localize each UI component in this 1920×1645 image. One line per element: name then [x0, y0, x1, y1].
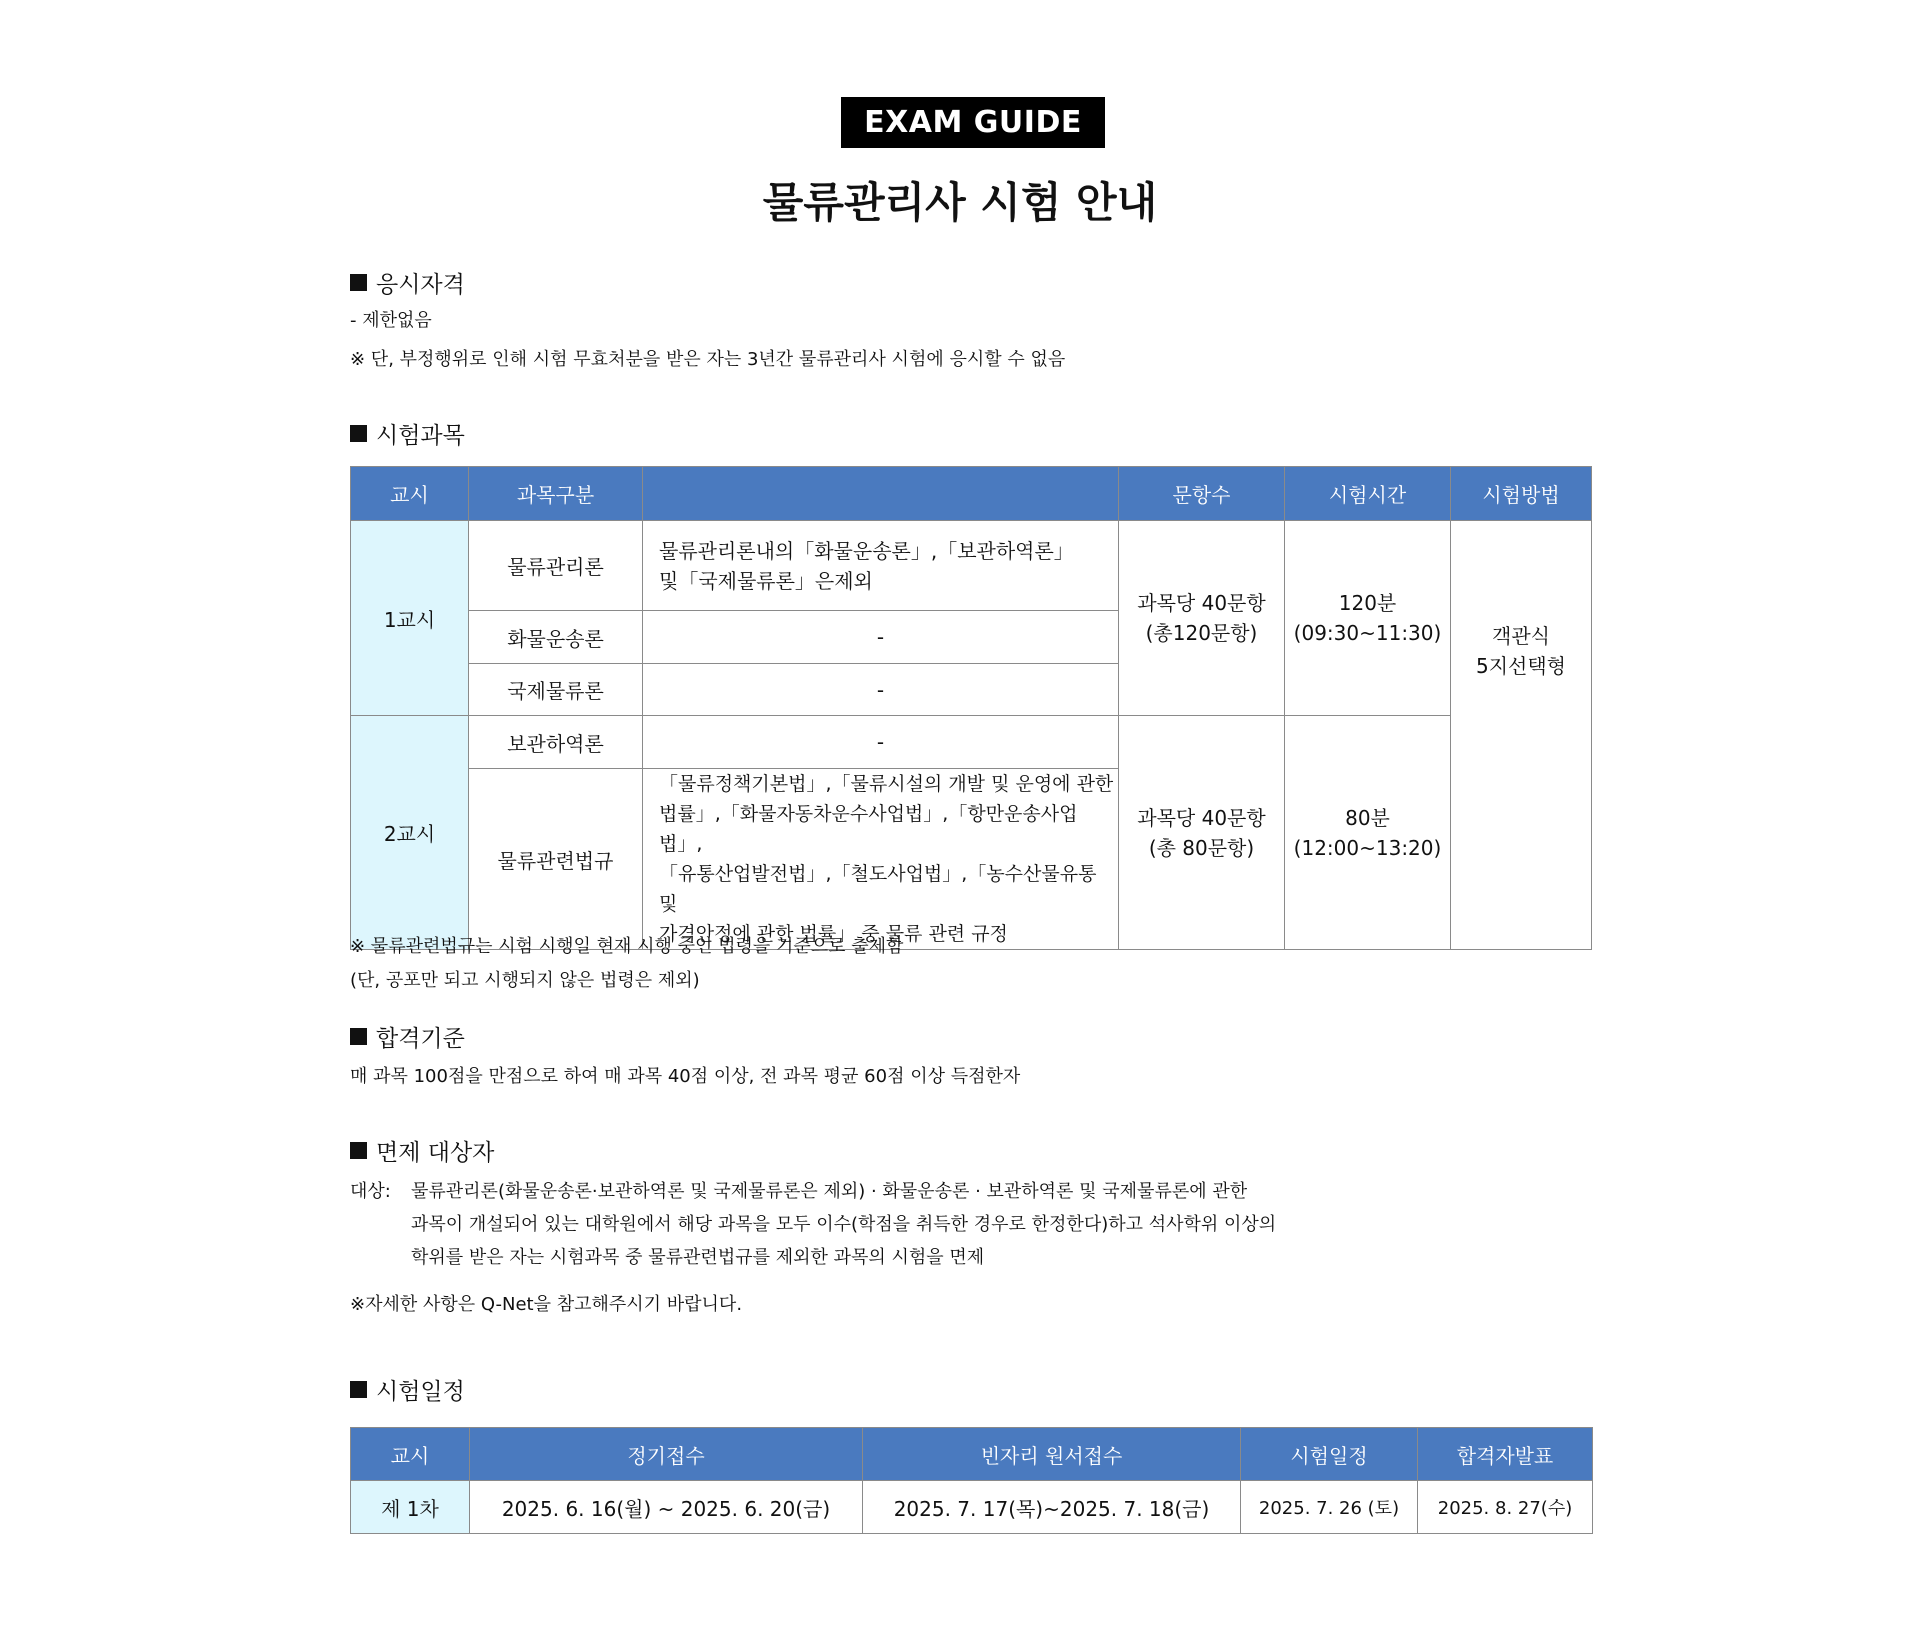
subject-name: 물류관련법규 [469, 769, 643, 950]
qualification-line: - 제한없음 [350, 310, 432, 331]
exemption-line: 과목이 개설되어 있는 대학원에서 해당 과목을 모두 이수(학점을 취득한 경우로 한정한다)하고 석사학위 이상의 [411, 1214, 1277, 1235]
subject-note: - [643, 611, 1119, 664]
period-1-cell: 1교시 [351, 521, 469, 716]
square-bullet-icon [350, 1381, 367, 1398]
subject-note [643, 769, 1119, 950]
method-line: 객관식 [1492, 624, 1550, 648]
note-line: 가격안정에 관한 법률」 중 물류 관련 규정 [659, 923, 1008, 945]
note-line: 물류관리론내의「화물운송론」,「보관하역론」 [659, 538, 1074, 563]
square-bullet-icon [350, 425, 367, 442]
section-heading-subjects [350, 416, 465, 450]
time-line: (09:30~11:30) [1293, 621, 1442, 645]
time-line: (12:00~13:20) [1293, 835, 1442, 860]
table-row [351, 521, 1592, 611]
note-line: 법률」,「화물자동차운수사업법」,「항만운송사업법」, [659, 803, 1078, 855]
header-exam-date: 시험일정 [1241, 1428, 1418, 1481]
note-line: 「물류정책기본법」,「물류시설의 개발 및 운영에 관한 [659, 773, 1114, 795]
schedule-table [350, 1427, 1593, 1534]
subject-name: 화물운송론 [469, 611, 643, 664]
time-line: 80분 [1345, 805, 1390, 830]
header-blank [643, 467, 1119, 521]
section-heading-qualification [350, 265, 465, 299]
section-title: 시험일정 [376, 1378, 465, 1405]
table-header-row [351, 467, 1592, 521]
table-row [351, 1481, 1593, 1534]
subjects-footnote: ※ 물류관련법규는 시험 시행일 현재 시행 중인 법령을 기준으로 출제함 [350, 936, 904, 957]
period-2-questions [1119, 716, 1285, 950]
questions-line: (총120문항) [1145, 621, 1258, 645]
subject-name: 보관하역론 [469, 716, 643, 769]
section-heading-pass [350, 1019, 465, 1053]
table-header-row [351, 1428, 1593, 1481]
subjects-table [350, 466, 1592, 950]
subject-note: - [643, 664, 1119, 716]
time-line: 120분 [1338, 591, 1397, 615]
exam-guide-badge: EXAM GUIDE [841, 97, 1105, 148]
regular-period: 2025. 6. 16(월) ~ 2025. 6. 20(금) [470, 1481, 863, 1534]
header-time: 시험시간 [1285, 467, 1451, 521]
method-line: 5지선택형 [1475, 654, 1566, 678]
square-bullet-icon [350, 274, 367, 291]
subject-note: - [643, 716, 1119, 769]
questions-line: 과목당 40문항 [1137, 591, 1266, 615]
subject-name: 물류관리론 [469, 521, 643, 611]
section-title: 응시자격 [376, 271, 465, 298]
section-heading-exemption [350, 1133, 494, 1167]
page-title: 물류관리사 시험 안내 [762, 178, 1158, 227]
note-line: 「유통산업발전법」,「철도사업법」,「농수산물유통 및 [659, 863, 1097, 915]
qnet-note: ※자세한 사항은 Q-Net을 참고해주시기 바랍니다. [350, 1294, 743, 1315]
subjects-footnote: (단, 공포만 되고 시행되지 않은 법령은 제외) [350, 970, 700, 991]
result-date: 2025. 8. 27(수) [1418, 1481, 1593, 1534]
note-line: 및「국제물류론」은제외 [659, 568, 873, 593]
questions-line: 과목당 40문항 [1137, 805, 1266, 830]
header-result: 합격자발표 [1418, 1428, 1593, 1481]
vacancy-period: 2025. 7. 17(목)~2025. 7. 18(금) [863, 1481, 1241, 1534]
square-bullet-icon [350, 1028, 367, 1045]
square-bullet-icon [350, 1142, 367, 1159]
qualification-note: ※ 단, 부정행위로 인해 시험 무효처분을 받은 자는 3년간 물류관리사 시험에 응시할 수 없음 [350, 349, 1066, 370]
section-title: 면제 대상자 [376, 1139, 495, 1166]
section-title: 합격기준 [376, 1025, 465, 1052]
header-method: 시험방법 [1451, 467, 1592, 521]
table-row [351, 716, 1592, 769]
header-period: 교시 [351, 467, 469, 521]
header-questions: 문항수 [1119, 467, 1285, 521]
questions-line: (총 80문항) [1148, 835, 1255, 860]
section-title: 시험과목 [376, 422, 465, 449]
section-heading-schedule [350, 1372, 465, 1406]
subject-name: 국제물류론 [469, 664, 643, 716]
exemption-line: 물류관리론(화물운송론·보관하역론 및 국제물류론은 제외) · 화물운송론 · 보관하역론 및 국제물류론에 관한 [411, 1181, 1248, 1202]
header-vacancy: 빈자리 원서접수 [863, 1428, 1241, 1481]
header-category: 과목구분 [469, 467, 643, 521]
exemption-label: 대상: [350, 1181, 391, 1202]
exam-method [1451, 521, 1592, 950]
round-cell: 제 1차 [351, 1481, 470, 1534]
header-regular: 정기접수 [470, 1428, 863, 1481]
subject-note [643, 521, 1119, 611]
exemption-line: 학위를 받은 자는 시험과목 중 물류관련법규를 제외한 과목의 시험을 면제 [411, 1247, 985, 1268]
period-2-cell: 2교시 [351, 716, 469, 950]
header-round: 교시 [351, 1428, 470, 1481]
period-1-questions [1119, 521, 1285, 716]
pass-criteria-text: 매 과목 100점을 만점으로 하여 매 과목 40점 이상, 전 과목 평균 60점 이상 득점한자 [350, 1066, 1021, 1087]
exam-date: 2025. 7. 26 (토) [1241, 1481, 1418, 1534]
period-2-time [1285, 716, 1451, 950]
period-1-time [1285, 521, 1451, 716]
